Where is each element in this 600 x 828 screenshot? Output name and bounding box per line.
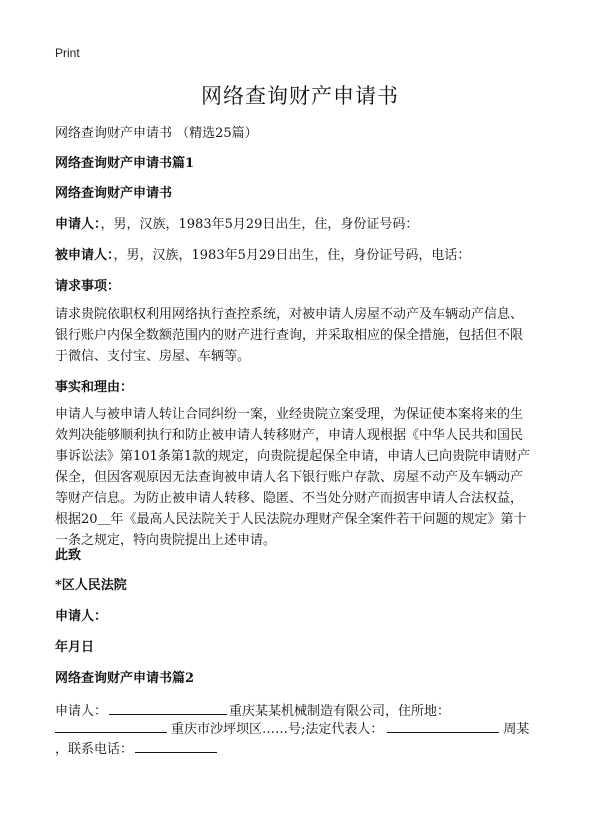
court-name: *区人民法院 [55, 578, 127, 593]
facts-line: 申请人与被申请人转让合同纠纷一案，业经贵院立案受理，为保证使本案将来的生 [55, 407, 524, 422]
section2-applicant-label: 申请人： [55, 704, 108, 719]
representative-name: 周某 [503, 722, 530, 737]
section2-applicant-line [55, 700, 450, 719]
address-text: 重庆市沙坪坝区……号;法定代表人： [171, 722, 384, 737]
section1-heading: 网络查询财产申请书篇1 [55, 156, 195, 171]
date-label: 年月日 [55, 640, 95, 655]
respondent-text: ，男，汉族，1983年5月29日出生，住，身份证号码，电话： [113, 248, 471, 263]
print-link[interactable]: Print [55, 46, 80, 60]
facts-line: 等财产信息。为防止被申请人转移、隐匿、不当处分财产而损害申请人合法权益， [55, 491, 524, 506]
facts-line: 一条之规定，特向贵院提出上述申请。 [55, 533, 277, 548]
facts-line: 效判决能够顺利执行和防止被申请人转移财产，申请人现根据《中华人民共和国民 [55, 428, 524, 443]
respondent-line [55, 244, 470, 263]
request-heading: 请求事项： [55, 279, 121, 294]
address-blank [55, 720, 167, 733]
applicant-signature: 申请人： [55, 609, 108, 624]
doc-heading: 网络查询财产申请书 [55, 186, 173, 201]
section2-address-line [55, 718, 529, 737]
phone-label: ，联系电话： [55, 742, 134, 757]
applicant-line [55, 213, 418, 232]
representative-blank [387, 720, 499, 733]
section2-heading: 网络查询财产申请书篇2 [55, 671, 195, 686]
applicant-text: ，男，汉族，1983年5月29日出生，住，身份证号码： [100, 217, 419, 232]
company-text: 重庆某某机械制造有限公司，住所地： [229, 704, 451, 719]
facts-line: 根据20＿年《最高人民法院关于人民法院办理财产保全案件若干问题的规定》第十 [55, 512, 527, 527]
facts-heading: 事实和理由： [55, 380, 134, 395]
request-line: 于微信、支付宝、房屋、车辆等。 [55, 349, 251, 364]
facts-paragraph [55, 404, 553, 551]
closing-text: 此致 [55, 548, 82, 563]
page-title: 网络查询财产申请书 [201, 84, 399, 108]
phone-blank [135, 740, 217, 753]
request-line: 请求贵院依职权利用网络执行查控系统，对被申请人房屋不动产及车辆动产信息、 [55, 307, 524, 322]
request-line: 银行账户内保全数额范围内的财产进行查询，并采取相应的保全措施，包括但不限 [55, 328, 524, 343]
facts-line: 保全，但因客观原因无法查询被申请人名下银行账户存款、房屋不动产及车辆动产 [55, 470, 524, 485]
request-paragraph [55, 304, 553, 367]
section2-phone-line [55, 738, 217, 757]
name-blank [109, 702, 227, 715]
respondent-label: 被申请人： [55, 248, 114, 263]
facts-line: 事诉讼法》第101条第1款的规定，向贵院提起保全申请，申请人已向贵院申请财产 [55, 449, 531, 464]
applicant-label: 申请人： [55, 217, 101, 232]
subtitle: 网络查询财产申请书 （精选25篇） [55, 126, 258, 141]
